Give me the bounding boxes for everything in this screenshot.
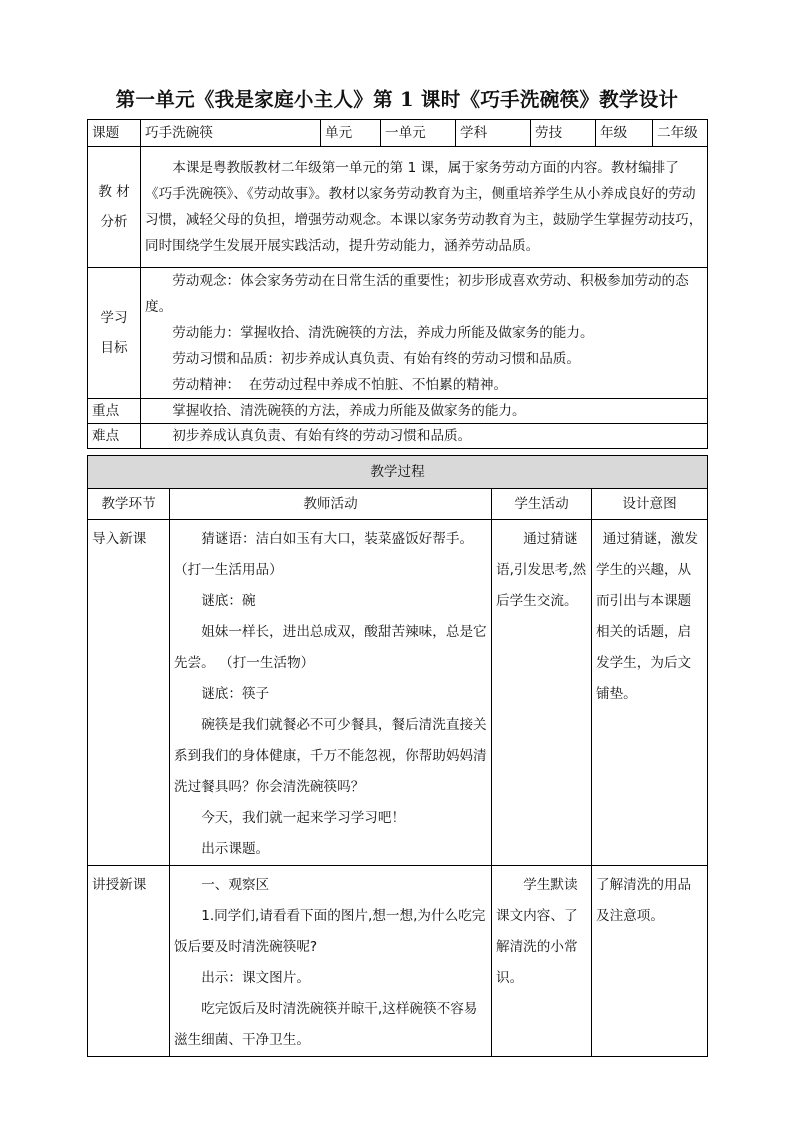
teacher-paragraph: 姐妹一样长，进出总成双，酸甜苦辣味，总是它先尝。 （打一生活物） <box>174 624 487 671</box>
key-point-label: 重点 <box>88 399 141 424</box>
grade-value: 二年级 <box>653 120 708 147</box>
teach-teacher-cell <box>170 866 492 1057</box>
teacher-paragraph: 吃完饭后及时清洗碗筷并晾干,这样碗筷不容易滋生细菌、干净卫生。 <box>174 1001 478 1048</box>
process-row-intro <box>88 520 708 866</box>
subject-value: 劳技 <box>531 120 596 147</box>
unit-label: 单元 <box>321 120 381 147</box>
teach-student: 学生默读课文内容、了解清洗的小常识。 <box>496 877 578 986</box>
analysis-text: 本课是粤教版教材二年级第一单元的第 1 课，属于家务劳动方面的内容。教材编排了《巧手洗碗筷》、《劳动故事》。教材以家务劳动教育为主，侧重培养学生从小养成良好的劳动习惯，减轻父母的负担，增强劳动观念。本课以家务劳动教育为主，鼓励学生掌握劳动技巧，同时围绕学生发展开展实践活动，提升劳动能力，涵养劳动品质。 <box>145 160 703 254</box>
teacher-paragraph: 一、观察区 <box>201 877 270 893</box>
teacher-paragraph: 谜底：筷子 <box>201 686 270 702</box>
objectives-cell <box>141 268 708 399</box>
intro-student: 通过猜谜语,引发思考,然后学生交流。 <box>496 531 587 609</box>
teacher-paragraph: 今天，我们就一起来学习学习吧！ <box>201 810 406 826</box>
unit-value: 一单元 <box>381 120 456 147</box>
grade-label: 年级 <box>596 120 653 147</box>
teacher-paragraph: 1.同学们,请看看下面的图片,想一想,为什么吃完饭后要及时清洗碗筷呢? <box>174 908 486 955</box>
objective-item: 劳动习惯和品质：初步养成认真负责、有始有终的劳动习惯和品质。 <box>172 351 580 367</box>
process-title: 教学过程 <box>88 456 708 489</box>
teach-student-cell <box>492 866 592 1057</box>
key-point-row <box>88 399 708 424</box>
intro-intent: 通过猜谜，激发学生的兴趣，从而引出与本课题相关的话题，启发学生，为后文铺垫。 <box>596 531 698 702</box>
teacher-paragraph: 出示课题。 <box>201 841 270 857</box>
objective-item: 劳动能力：掌握收拾、清洗碗筷的方法，养成力所能及做家务的能力。 <box>172 325 594 341</box>
objectives-row <box>88 268 708 399</box>
header-intent: 设计意图 <box>592 489 708 520</box>
objective-item: 劳动观念：体会家务劳动在日常生活的重要性；初步形成喜欢劳动、积极参加劳动的态度。 <box>145 273 689 315</box>
process-row-teach <box>88 866 708 1057</box>
intro-student-cell <box>492 520 592 866</box>
header-stage: 教学环节 <box>88 489 170 520</box>
intro-teacher-cell <box>170 520 492 866</box>
teacher-paragraph: 猜谜语：洁白如玉有大口，装菜盛饭好帮手。（打一生活用品） <box>174 531 474 578</box>
teach-stage: 讲授新课 <box>88 866 170 1057</box>
info-row <box>88 120 708 147</box>
lesson-value: 巧手洗碗筷 <box>141 120 321 147</box>
teacher-paragraph: 谜底：碗 <box>201 593 256 609</box>
teaching-process-table <box>87 455 708 1057</box>
subject-label: 学科 <box>456 120 531 147</box>
difficulty-label: 难点 <box>88 424 141 449</box>
process-title-row <box>88 456 708 489</box>
analysis-row <box>88 147 708 268</box>
teach-intent: 了解清洗的用品及注意项。 <box>596 877 692 924</box>
objective-item: 劳动精神： 在劳动过程中养成不怕脏、不怕累的精神。 <box>172 377 508 393</box>
teacher-paragraph: 出示：课文图片。 <box>201 970 310 986</box>
teacher-paragraph: 碗筷是我们就餐必不可少餐具，餐后清洗直接关系到我们的身体健康，千万不能忽视，你帮助妈妈清洗过餐具吗？你会清洗碗筷吗？ <box>174 717 487 795</box>
difficulty-text: 初步养成认真负责、有始有终的劳动习惯和品质。 <box>141 424 708 449</box>
difficulty-row <box>88 424 708 449</box>
header-student: 学生活动 <box>492 489 592 520</box>
header-teacher: 教师活动 <box>170 489 492 520</box>
lesson-label: 课题 <box>88 120 141 147</box>
objectives-label: 学习 目标 <box>88 268 141 399</box>
process-header-row <box>88 489 708 520</box>
teach-intent-cell <box>592 866 708 1057</box>
analysis-text-cell <box>141 147 708 268</box>
intro-intent-cell <box>592 520 708 866</box>
intro-stage: 导入新课 <box>88 520 170 866</box>
key-point-text: 掌握收拾、清洗碗筷的方法，养成力所能及做家务的能力。 <box>141 399 708 424</box>
page-title: 第一单元《我是家庭小主人》第 1 课时《巧手洗碗筷》教学设计 <box>115 88 679 111</box>
lesson-info-table <box>87 119 708 449</box>
analysis-label: 教 材 分析 <box>88 147 141 268</box>
